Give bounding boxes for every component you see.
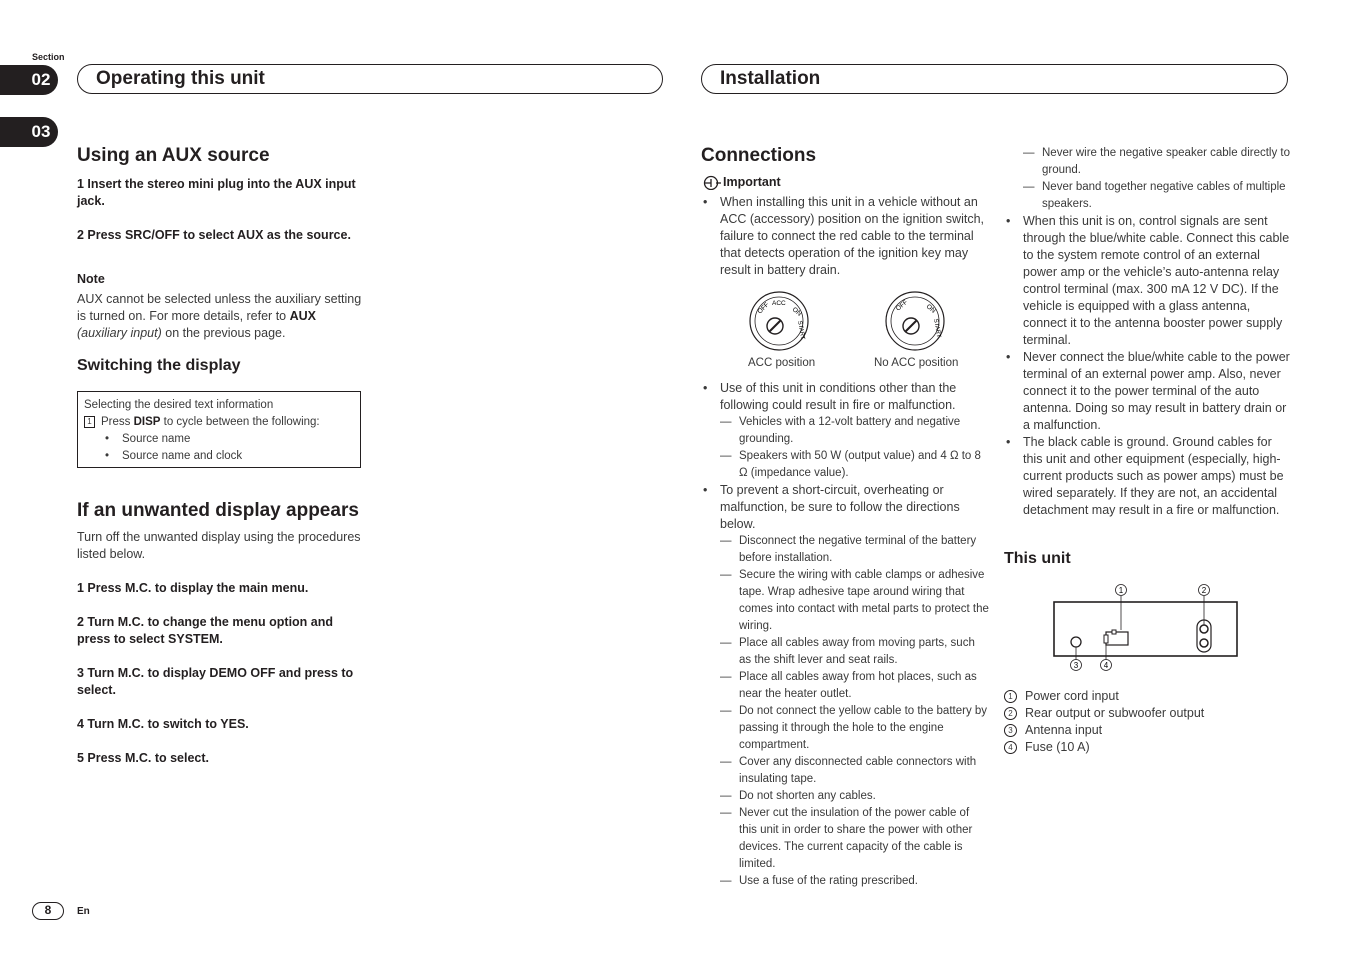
sub-item: — Cover any disconnected cable connectors with insulating tape.: [720, 754, 989, 788]
col3-bullet: • Never connect the blue/white cable to the power terminal of an external power amp. Also, never connect it to the power terminal of the auto antenna. Doing so may result in battery drain or a malfunction.: [1004, 349, 1290, 434]
sub-item: — Never wire the negative speaker cable directly to ground.: [1023, 145, 1290, 179]
important-label: Important: [723, 175, 781, 189]
aux-note-text: [77, 291, 362, 342]
box-step-number: 1: [84, 416, 95, 428]
acc-off-label: OFF: [756, 301, 771, 316]
sub-item: — Never cut the insulation of the power cable of this unit in order to share the power with other devices. The current capacity of the cable is limited.: [720, 805, 989, 873]
col3-sublist: [1004, 145, 1290, 213]
unwanted-step-4: 4 Turn M.C. to switch to YES.: [77, 717, 249, 731]
sub-item: — Do not shorten any cables.: [720, 788, 989, 805]
connections-title: Connections: [701, 145, 817, 166]
legend-item: [1004, 688, 1204, 705]
acc-on-label: ON: [790, 306, 803, 318]
bullet-3-sublist: [720, 533, 989, 890]
box-items: [84, 431, 360, 465]
box-item: • Source name: [103, 431, 360, 448]
connections-bullet-2-text: Use of this unit in conditions other than the following could result in fire or malfunction.: [720, 381, 957, 412]
legend-num: 1: [1004, 690, 1017, 703]
box-item: • Source name and clock: [103, 448, 360, 465]
left-section-header: Operating this unit: [77, 64, 663, 94]
sub-item: — Secure the wiring with cable clamps or adhesive tape. Wrap adhesive tape around wiring that comes into contact with metal parts to protect the wiring.: [720, 567, 989, 635]
acc-start-label: START: [796, 320, 806, 341]
aux-note-bold: AUX: [289, 309, 316, 323]
unwanted-step-3: 3 Turn M.C. to display DEMO OFF and press to select.: [77, 666, 354, 697]
connections-bullet-2-list: [701, 380, 989, 890]
connections-bullet-3-text: To prevent a short-circuit, overheating or malfunction, be sure to follow the directions below.: [720, 483, 960, 531]
aux-step-1: 1 Insert the stereo mini plug into the AUX input jack.: [77, 177, 356, 208]
section-tab-03-label: 03: [31, 122, 51, 141]
no-acc-ignition-icon: [884, 290, 946, 352]
language-label: En: [77, 906, 90, 917]
legend-item: [1004, 739, 1204, 756]
acc-ignition-icon: [748, 290, 810, 352]
sub-item: — Place all cables away from moving parts, such as the shift lever and seat rails.: [720, 635, 989, 669]
unit-legend: [1004, 688, 1204, 756]
unwanted-step-2: 2 Turn M.C. to change the menu option and press to select SYSTEM.: [77, 615, 334, 646]
noacc-on-label: ON: [924, 303, 937, 315]
page-number: 8: [32, 902, 64, 920]
column-4: [1004, 145, 1290, 519]
connections-list: [701, 380, 989, 890]
unwanted-intro: Turn off the unwanted display using the procedures listed below.: [77, 530, 361, 561]
section-tab-03[interactable]: [0, 117, 58, 147]
right-section-header: Installation: [701, 64, 1288, 94]
sub-item: — Disconnect the negative terminal of the battery before installation.: [720, 533, 989, 567]
legend-text: Antenna input: [1025, 723, 1103, 737]
sub-item: — Place all cables away from hot places, such as near the heater outlet.: [720, 669, 989, 703]
power-connector: [1106, 632, 1128, 645]
unit-rear-diagram: [1050, 580, 1245, 675]
sub-item: — Speakers with 50 W (output value) and 4 Ω to 8 Ω (impedance value).: [720, 448, 989, 482]
connections-bullet-2: [701, 380, 989, 482]
rca-jack: [1200, 639, 1208, 647]
noacc-start-label: START: [932, 318, 942, 339]
section-tab-02-label: 02: [31, 70, 51, 89]
col3-bullet: • The black cable is ground. Ground cables for this unit and other equipment (especially, high-current products such as power amps) must be wired separately. If they are not, an accidental detachment may result in a fire or malfunction.: [1004, 434, 1290, 519]
callout-3: 3: [1073, 661, 1079, 670]
important-heading: [701, 174, 781, 191]
switching-box: [77, 391, 361, 468]
callout-2: 2: [1201, 586, 1207, 595]
col3-bullet: • When this unit is on, control signals are sent through the blue/white cable. Connect this cable to the system remote control of an external power amp or the vehicle’s auto-antenna relay control terminal (max. 300 mA 12 V DC). If the vehicle is equipped with a glass antenna, connect it to the antenna booster power supply terminal.: [1004, 213, 1290, 349]
fuse: [1104, 635, 1108, 643]
box-step: [84, 414, 360, 431]
antenna-jack: [1071, 637, 1081, 647]
legend-item: [1004, 705, 1204, 722]
this-unit-title: This unit: [1004, 550, 1071, 567]
aux-step-2: 2 Press SRC/OFF to select AUX as the source.: [77, 228, 351, 242]
callout-1: 1: [1118, 586, 1124, 595]
legend-num: 4: [1004, 741, 1017, 754]
acc-acc-label: ACC: [772, 300, 786, 307]
acc-caption: ACC position: [748, 357, 816, 369]
legend-text: Rear output or subwoofer output: [1025, 706, 1205, 720]
legend-item: [1004, 722, 1204, 739]
sub-item: — Vehicles with a 12-volt battery and negative grounding.: [720, 414, 989, 448]
legend-num: 3: [1004, 724, 1017, 737]
sub-item: — Do not connect the yellow cable to the battery by passing it through the hole to the engine compartment.: [720, 703, 989, 754]
unwanted-title: If an unwanted display appears: [77, 500, 359, 521]
aux-note-italic: (auxiliary input): [77, 326, 162, 340]
aux-note-text-b: on the previous page.: [161, 326, 286, 340]
legend-text: Fuse (10 A): [1025, 740, 1090, 754]
switching-title: Switching the display: [77, 357, 241, 374]
sub-item: — Never band together negative cables of multiple speakers.: [1023, 179, 1290, 213]
box-heading: Selecting the desired text information: [84, 399, 274, 411]
legend-num: 2: [1004, 707, 1017, 720]
noacc-off-label: OFF: [894, 298, 910, 313]
unwanted-step-5: 5 Press M.C. to select.: [77, 751, 210, 765]
aux-note-title: Note: [77, 272, 105, 286]
connections-bullet-3: [701, 482, 989, 890]
aux-note-text-a: AUX cannot be selected unless the auxiliary setting is turned on. For more details, refer to: [77, 292, 362, 323]
unwanted-step-1: 1 Press M.C. to display the main menu.: [77, 581, 309, 595]
box-step-text-b: to cycle between the following:: [160, 416, 320, 428]
aux-title: Using an AUX source: [77, 145, 270, 166]
connections-bullet-1: • When installing this unit in a vehicle without an ACC (accessory) position on the ignition switch, failure to connect the red cable to the terminal that detects operation of the ignition key may result in battery drain.: [701, 194, 987, 279]
box-step-text-a: Press: [101, 416, 134, 428]
important-icon: [701, 174, 723, 190]
col3-bullets: [1004, 213, 1290, 519]
callout-4: 4: [1103, 661, 1109, 670]
no-acc-caption: No ACC position: [874, 357, 959, 369]
section-label: Section: [32, 52, 65, 62]
section-tab-02[interactable]: [0, 65, 58, 95]
box-step-bold: DISP: [133, 416, 161, 428]
connections-bullet-1-list: [701, 194, 987, 279]
legend-text: Power cord input: [1025, 689, 1119, 703]
bullet-2-sublist: [720, 414, 989, 482]
sub-item: — Use a fuse of the rating prescribed.: [720, 873, 989, 890]
rca-jack: [1200, 625, 1208, 633]
